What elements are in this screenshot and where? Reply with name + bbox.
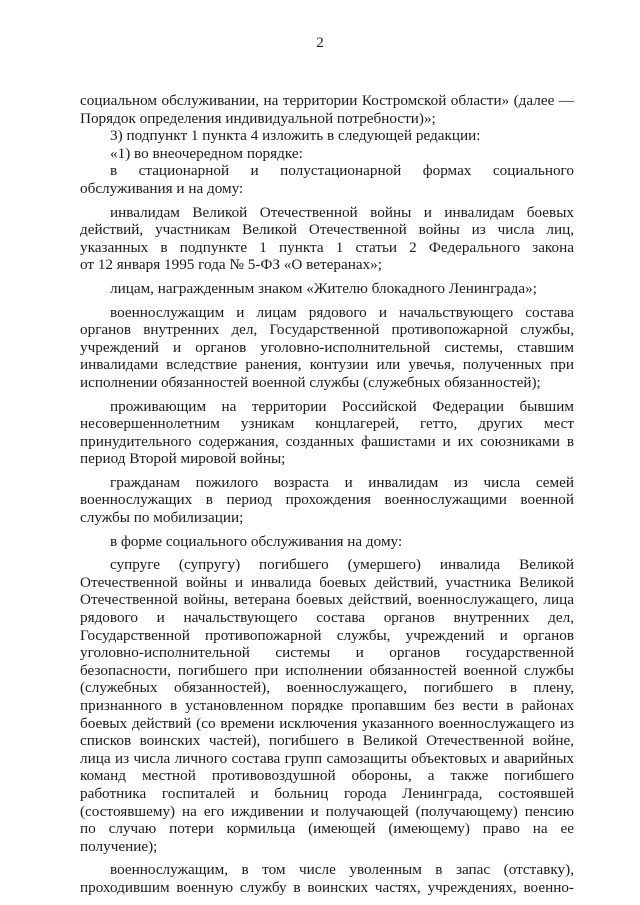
- text-line: инвалидами вследствие ранения, контузии или увечья, полученных при: [80, 356, 574, 374]
- text-line: период Второй мировой войны;: [80, 450, 286, 468]
- text-line: рядового и начальствующего состава органов внутренних дел,: [80, 609, 574, 627]
- text-line: (состоявшему) на его иждивении и получающей (получающему) пенсию: [80, 802, 574, 820]
- page-number: 2: [316, 35, 324, 51]
- text-line: получение);: [80, 837, 158, 855]
- text-line: в форме социального обслуживания на дому:: [110, 532, 403, 550]
- text-line: команд местной противовоздушной обороны, а также погибшего: [80, 767, 574, 785]
- text-line: несовершеннолетним узникам концлагерей, гетто, других мест: [80, 415, 574, 433]
- text-line: Порядок определения индивидуальной потребности)»;: [80, 109, 436, 127]
- text-line: в стационарной и полустационарной формах социального: [110, 162, 574, 180]
- text-line: по случаю потери кормильца (имеющей (имеющему) право на ее: [80, 820, 574, 838]
- text-line: военнослужащих в период прохождения военнослужащими военной: [80, 491, 574, 509]
- text-line: исполнении обязанностей военной службы (служебных обязанностей);: [80, 373, 541, 391]
- text-line: списков воинских частей), погибшего в Великой Отечественной войне,: [80, 732, 574, 750]
- text-line: обслуживания и на дому:: [80, 179, 244, 197]
- text-line: (служебных обязанностей), военнослужащего, погибшего в плену,: [80, 679, 574, 697]
- text-line: лицам, награжденным знаком «Жителю блокадного Ленинграда»;: [110, 279, 537, 297]
- text-line: Государственной противопожарной службы, учреждений и органов: [80, 626, 574, 644]
- text-line: боевых действий (со времени исключения указанного военнослужащего из: [80, 714, 574, 732]
- text-line: Отечественной войны, ветерана боевых действий, военнослужащего, лица: [80, 591, 574, 609]
- text-line: гражданам пожилого возраста и инвалидам из числа семей: [110, 473, 574, 491]
- text-line: инвалидам Великой Отечественной войны и инвалидам боевых: [110, 203, 574, 221]
- text-line: службы по мобилизации;: [80, 509, 244, 527]
- text-line: действий, участникам Великой Отечественной войны из числа лиц,: [80, 221, 574, 239]
- text-line: «1) во внеочередном порядке:: [110, 144, 303, 162]
- text-line: лица из числа личного состава групп самозащиты объектовых и аварийных: [80, 749, 574, 767]
- document-body: [80, 92, 574, 897]
- text-line: военнослужащим и лицам рядового и начальствующего состава: [110, 303, 574, 321]
- text-line: 3) подпункт 1 пункта 4 изложить в следующей редакции:: [110, 127, 481, 145]
- text-line: социальном обслуживании, на территории Костромской области» (далее —: [80, 92, 574, 109]
- text-line: супруге (супругу) погибшего (умершего) инвалида Великой: [110, 556, 574, 574]
- text-line: уголовно-исполнительной системы и органов государственной: [80, 644, 574, 662]
- text-line: работника госпиталей и больниц города Ленинграда, состоявшей: [80, 784, 574, 802]
- text-line: проходившим военную службу в воинских частях, учреждениях, военно-: [80, 878, 574, 896]
- text-line: Отечественной войны и инвалида боевых действий, участника Великой: [80, 573, 574, 591]
- text-line: принудительного содержания, созданных фашистами и их союзниками в: [80, 432, 574, 450]
- text-line: указанных в подпункте 1 пункта 1 статьи 2 Федерального закона: [80, 238, 574, 256]
- text-line: от 12 января 1995 года № 5-ФЗ «О ветеранах»;: [80, 256, 382, 274]
- text-line: признанного в установленном порядке пропавшим без вести в районах: [80, 697, 574, 714]
- text-line: военнослужащим, в том числе уволенным в запас (отставку),: [110, 861, 574, 879]
- text-line: органов внутренних дел, Государственной противопожарной службы,: [80, 321, 574, 339]
- text-line: проживающим на территории Российской Федерации бывшим: [110, 397, 574, 415]
- text-line: безопасности, погибшего при исполнении обязанностей военной службы: [80, 661, 574, 679]
- text-line: учреждений и органов уголовно-исполнительной системы, ставшим: [80, 338, 574, 356]
